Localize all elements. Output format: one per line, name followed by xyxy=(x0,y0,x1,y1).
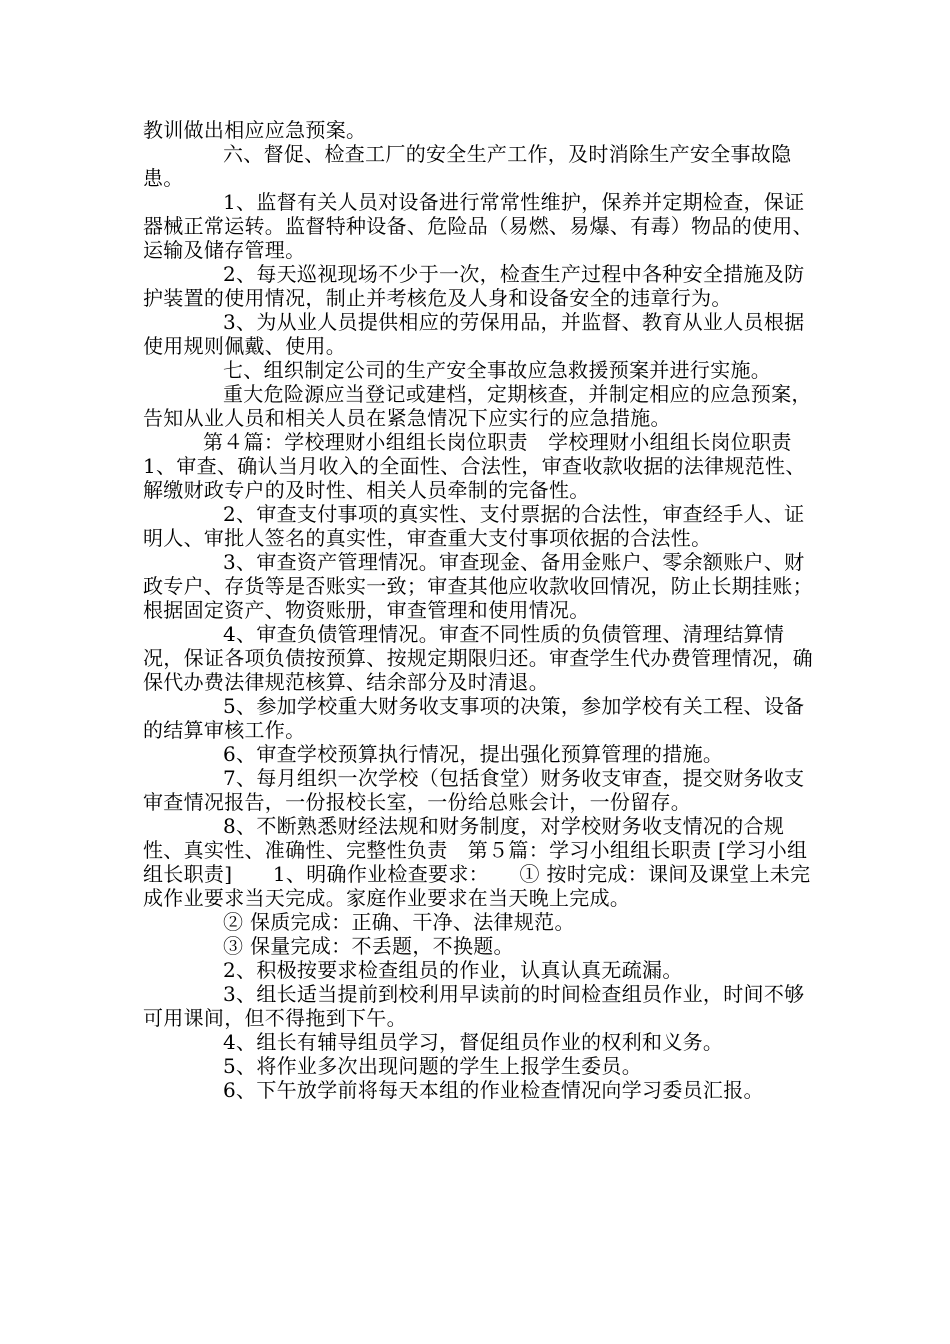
paragraph-section-7: 七、组织制定公司的生产安全事故应急救援预案并进行实施。 xyxy=(223,358,772,382)
paragraph-audit-5: 5、参加学校重大财务收支事项的决策，参加学校有关工程、设备的结算审核工作。 xyxy=(143,694,805,742)
paragraph-quality: ② 保质完成：正确、干净、法律规范。 xyxy=(223,910,575,934)
paragraph-item-3: 3、为从业人员提供相应的劳保用品，并监督、教育从业人员根据使用规则佩戴、使用。 xyxy=(143,310,805,358)
paragraph-audit-4: 4、审查负债管理情况。审查不同性质的负债管理、清理结算情况，保证各项负债按预算、按规定期限归还。审查学生代办费管理情况，确保代办费法律规范核算、结余部分及时清退。 xyxy=(143,622,813,694)
paragraph-group-6: 6、下午放学前将每天本组的作业检查情况向学习委员汇报。 xyxy=(223,1078,764,1102)
paragraph-item-2: 2、每天巡视现场不少于一次，检查生产过程中各种安全措施及防护装置的使用情况，制止并考核危及人身和设备安全的违章行为。 xyxy=(143,262,805,310)
paragraph-quantity: ③ 保量完成：不丢题，不换题。 xyxy=(223,934,514,958)
paragraph-major-hazard: 重大危险源应当登记或建档，定期核查，并制定相应的应急预案，告知从业人员和相关人员在紧急情况下应实行的应急措施。 xyxy=(143,382,812,430)
paragraph-group-4: 4、组长有辅导组员学习，督促组员作业的权利和义务。 xyxy=(223,1030,724,1054)
paragraph-audit-3: 3、审查资产管理情况。审查现金、备用金账户、零余额账户、财政专户、存货等是否账实一致；审查其他应收款收回情况，防止长期挂账；根据固定资产、物资账册，审查管理和使用情况。 xyxy=(143,550,813,622)
paragraph-group-2: 2、积极按要求检查组员的作业，认真认真无疏漏。 xyxy=(223,958,683,982)
paragraph-audit-2: 2、审查支付事项的真实性、支付票据的合法性，审查经手人、证明人、审批人签名的真实性，审查重大支付事项依据的合法性。 xyxy=(143,502,805,550)
document-body xyxy=(143,118,823,1102)
paragraph-audit-6: 6、审查学校预算执行情况，提出强化预算管理的措施。 xyxy=(223,742,724,766)
paragraph-intro-tail: 教训做出相应应急预案。 xyxy=(143,118,367,142)
paragraph-part-4-heading: 第４篇：学校理财小组组长岗位职责 学校理财小组组长岗位职责 1、审查、确认当月收入的全面性、合法性，审查收款收据的法律规范性、解缴财政专户的及时性、相关人员牵制的完备性。 xyxy=(143,430,813,502)
paragraph-group-3: 3、组长适当提前到校利用早读前的时间检查组员作业，时间不够可用课间，但不得拖到下午。 xyxy=(143,982,805,1030)
paragraph-group-5: 5、将作业多次出现问题的学生上报学生委员。 xyxy=(223,1054,643,1078)
paragraph-section-6: 六、督促、检查工厂的安全生产工作，及时消除生产安全事故隐患。 xyxy=(143,142,792,190)
paragraph-item-1: 1、监督有关人员对设备进行常常性维护，保养并定期检查，保证器械正常运转。监督特种设备、危险品（易燃、易爆、有毒）物品的使用、运输及储存管理。 xyxy=(143,190,813,262)
paragraph-audit-7: 7、每月组织一次学校（包括食堂）财务收支审查，提交财务收支审查情况报告，一份报校长室，一份给总账会计，一份留存。 xyxy=(143,766,805,814)
paragraph-audit-8-part-5: 8、不断熟悉财经法规和财务制度，对学校财务收支情况的合规性、真实性、准确性、完整性负责 第５篇：学习小组组长职责 [学习小组组长职责] 1、明确作业检查要求： ① 按时完成：课间及课堂上未完成作业要求当天完成。家庭作业要求在当天晚上完成。 xyxy=(143,814,811,910)
